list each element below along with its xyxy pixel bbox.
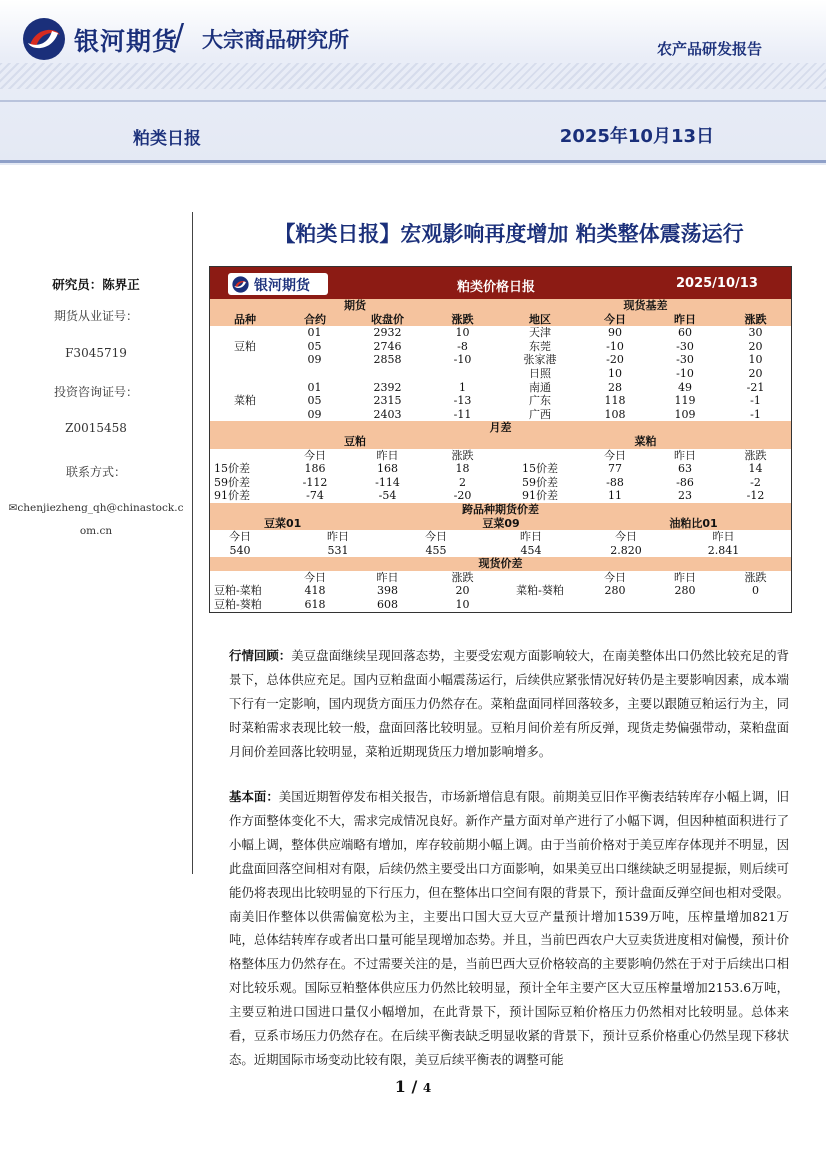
cell: 2315 bbox=[373, 394, 402, 408]
table-row bbox=[210, 462, 791, 476]
section-subheader bbox=[210, 517, 791, 531]
cell bbox=[500, 598, 580, 612]
cell: 涨跌 bbox=[744, 570, 767, 584]
fundamental-section bbox=[229, 785, 789, 1072]
cell: 豆粕 bbox=[234, 339, 256, 353]
cell: 2392 bbox=[373, 380, 402, 394]
cell: -112 bbox=[302, 475, 328, 489]
fundamental-text: 美国近期暂停发布相关报告，市场新增信息有限。前期美豆旧作平衡表结转库存小幅上调，旧作方面整体变化不大，需求完成情况良好。新作产量方面对单产进行了小幅下调，但因种植面积进行了小幅上调，整体供应端略有增加，库存较前期小幅上调。由于当前价格对于美豆库存体现并不明显，因此盘面回落空间相对有限，后续仍然主要受出口方面影响，如果美豆出口继续缺乏明显提振，则后续可能仍将表现出比较明显的下行压力，但在整体出口空间有限的背景下，预计盘面反弹空间也相对受限。南美旧作整体以供需偏宽松为主，主要出口国大豆大豆产量预计增加1539万吨，压榨量增加821万吨，总体结转库存或者出口量可能呈现增加态势。并且，当前巴西农户大豆卖货进度相对偏慢，预计价格整体压力仍然存在。不过需要关注的是，当前巴西大豆价格较高的主要影响仍然在于对于后续出口相对比较乐观。国际豆粕整体供应压力仍然比较明显，预计全年主要产区大豆压榨量增加2153.6万吨，主要豆粕进口国进口量仅小幅增加，在此背景下，预计国际豆粕价格压力仍然相对比较明显。总体来看，豆系市场压力仍然存在。在后续平衡表缺乏明显收紧的背景下，预计豆系价格重心仍然呈现下移状态。近期国际市场变动比较有限，美豆后续平衡表的调整可能 bbox=[229, 789, 790, 1067]
cell bbox=[500, 449, 580, 463]
cell: 01 bbox=[280, 326, 350, 340]
cell bbox=[720, 598, 791, 612]
cell: 今日 bbox=[304, 570, 326, 584]
cell: 广西 bbox=[529, 407, 551, 421]
cell: -54 bbox=[378, 489, 397, 503]
cell bbox=[350, 367, 425, 381]
cell: -86 bbox=[676, 475, 694, 489]
cell: 05 bbox=[280, 340, 350, 354]
cell: 东莞 bbox=[529, 339, 551, 353]
cell bbox=[210, 449, 280, 463]
email-line-1[interactable] bbox=[0, 502, 192, 514]
cell: 1 bbox=[459, 380, 466, 394]
institute-name: 大宗商品研究所 bbox=[202, 28, 349, 52]
researcher: 研究员：陈界正 bbox=[52, 277, 140, 292]
column-header-row bbox=[210, 449, 791, 463]
table-row bbox=[210, 367, 791, 381]
cell: -114 bbox=[375, 475, 400, 489]
cell bbox=[210, 367, 280, 381]
table-row bbox=[210, 598, 791, 612]
cell: 531 bbox=[327, 543, 349, 557]
cell: 昨日 bbox=[520, 530, 542, 544]
cell: 昨日 bbox=[674, 448, 696, 462]
table-row bbox=[210, 584, 791, 598]
cell: 2.841 bbox=[707, 543, 740, 557]
col-header: 地区 bbox=[500, 313, 580, 327]
email-text-1: chenjiezheng_qh@chinastock.c bbox=[17, 502, 184, 514]
cell: 涨跌 bbox=[451, 448, 474, 462]
table-brand: 银河期货 bbox=[254, 278, 310, 294]
cell: 豆粕-葵粕 bbox=[214, 598, 262, 612]
cell: 涨跌 bbox=[451, 570, 474, 584]
header-stripe bbox=[0, 63, 826, 89]
cell: 2858 bbox=[373, 353, 402, 367]
cell: 南通 bbox=[529, 380, 551, 394]
cell: 今日 bbox=[615, 530, 637, 544]
invest-cert-label: 投资咨询证号： bbox=[53, 385, 138, 399]
cell: 今日 bbox=[425, 530, 447, 544]
cell: 168 bbox=[377, 462, 398, 476]
col-header: 收盘价 bbox=[350, 313, 425, 327]
cell: 昨日 bbox=[327, 530, 349, 544]
cell: 91价差 bbox=[522, 489, 558, 503]
cell: -21 bbox=[746, 380, 765, 394]
galaxy-logo-icon bbox=[22, 17, 66, 61]
header-bottom-rule bbox=[0, 160, 826, 163]
table-row bbox=[210, 340, 791, 354]
col-header: 今日 bbox=[580, 313, 650, 327]
table-row bbox=[210, 544, 791, 558]
col-header: 合约 bbox=[280, 313, 350, 327]
table-header-bar bbox=[210, 267, 791, 299]
cell: -74 bbox=[306, 489, 324, 503]
page-number bbox=[0, 1077, 826, 1096]
cell: 90 bbox=[608, 326, 622, 340]
cell: 0 bbox=[752, 584, 759, 598]
cross-label: 跨品种期货价差 bbox=[210, 503, 791, 517]
section-header bbox=[210, 557, 791, 571]
cell: 涨跌 bbox=[744, 448, 767, 462]
cell bbox=[500, 571, 580, 585]
cell: -8 bbox=[457, 339, 468, 353]
cross-group: 豆菜01 bbox=[210, 517, 406, 531]
cell: -12 bbox=[746, 489, 765, 503]
cell: 454 bbox=[520, 543, 542, 557]
cell: 日照 bbox=[529, 366, 551, 380]
cell bbox=[280, 367, 350, 381]
cell: -1 bbox=[750, 407, 761, 421]
cell: 59价差 bbox=[214, 475, 250, 489]
report-date: 2025年10月13日 bbox=[559, 126, 714, 147]
header-divider bbox=[0, 100, 826, 102]
column-header-row bbox=[210, 571, 791, 585]
cell: 2403 bbox=[373, 407, 402, 421]
cell: -2 bbox=[750, 475, 761, 489]
daily-name: 粕类日报 bbox=[133, 129, 201, 149]
table-row bbox=[210, 381, 791, 395]
cell: -1 bbox=[750, 394, 761, 408]
cell: 今日 bbox=[604, 448, 626, 462]
cell: 20 bbox=[455, 584, 470, 598]
spot-basis-label: 现货基差 bbox=[500, 299, 791, 313]
cell: 01 bbox=[280, 381, 350, 395]
cell bbox=[425, 367, 500, 381]
section-header bbox=[210, 299, 791, 313]
cell: -20 bbox=[453, 489, 472, 503]
price-table bbox=[209, 266, 792, 613]
soy-label: 豆粕 bbox=[210, 435, 500, 449]
cell: 23 bbox=[678, 489, 692, 503]
table-row bbox=[210, 326, 791, 340]
cell: 59价差 bbox=[522, 475, 558, 489]
cell: 618 bbox=[304, 598, 326, 612]
table-row bbox=[210, 394, 791, 408]
cell: 608 bbox=[377, 598, 398, 612]
cell: 昨日 bbox=[376, 570, 399, 584]
cell: 昨日 bbox=[376, 448, 399, 462]
cell: 2 bbox=[459, 475, 466, 489]
brand-name: 银河期货 bbox=[74, 27, 179, 56]
cell: 15价差 bbox=[214, 462, 250, 476]
cell: 540 bbox=[229, 543, 251, 557]
cell: -30 bbox=[676, 339, 694, 353]
cross-group: 豆菜09 bbox=[406, 517, 596, 531]
cell: 77 bbox=[608, 462, 622, 476]
cell: 398 bbox=[377, 584, 398, 598]
cell: 118 bbox=[604, 394, 626, 408]
fundamental-label: 基本面： bbox=[229, 789, 279, 804]
col-header: 昨日 bbox=[650, 313, 720, 327]
cell: 09 bbox=[280, 353, 350, 367]
cell: -88 bbox=[606, 475, 624, 489]
rape-label: 菜粕 bbox=[500, 435, 791, 449]
col-header: 品种 bbox=[210, 313, 280, 327]
cell: 63 bbox=[678, 462, 692, 476]
review-label: 行情回顾： bbox=[229, 648, 292, 663]
column-header-row bbox=[210, 313, 791, 327]
cell: 10 bbox=[748, 353, 763, 367]
cell: 10 bbox=[608, 366, 622, 380]
cell: 09 bbox=[280, 408, 350, 422]
page-current: 1 bbox=[394, 1077, 406, 1096]
galaxy-logo-small-icon bbox=[232, 276, 249, 293]
table-row bbox=[210, 408, 791, 422]
report-type: 农产品研发报告 bbox=[656, 40, 762, 58]
cell: 05 bbox=[280, 394, 350, 408]
cell: 60 bbox=[678, 326, 692, 340]
sidebar-divider bbox=[192, 212, 193, 874]
cell: 455 bbox=[425, 543, 447, 557]
cell: 今日 bbox=[304, 448, 326, 462]
cell: -10 bbox=[606, 339, 624, 353]
contact-label: 联系方式： bbox=[65, 465, 126, 479]
spot-spread-label: 现货价差 bbox=[210, 557, 791, 571]
cell: 菜粕 bbox=[234, 394, 256, 408]
section-header bbox=[210, 421, 791, 435]
cell: 119 bbox=[674, 394, 696, 408]
cell: 11 bbox=[608, 489, 622, 503]
table-row bbox=[210, 476, 791, 490]
cell: -13 bbox=[453, 394, 472, 408]
cell bbox=[210, 381, 280, 395]
cell: -20 bbox=[606, 353, 624, 367]
cell: -10 bbox=[676, 366, 694, 380]
cell bbox=[580, 598, 650, 612]
cross-grid bbox=[210, 517, 791, 558]
cell bbox=[210, 326, 280, 340]
column-header-row bbox=[210, 530, 791, 544]
cell: 20 bbox=[748, 366, 763, 380]
cell: 广东 bbox=[529, 394, 551, 408]
review-text: 美豆盘面继续呈现回落态势，主要受宏观方面影响较大，在南美整体出口仍然比较充足的背景下，总体供应充足。国内豆粕盘面小幅震荡运行，后续供应紧张情况好转仍是主要影响因素，成本端下行有一定影响，国内现货方面压力仍然存在。菜粕盘面同样回落较多，主要以跟随豆粕运行为主，同时菜粕需求表现比较一般，盘面回落比较明显。豆粕月间价差有所反弹，现货走势偏强带动，菜粕盘面月间价差回落比较明显，菜粕近期现货压力增加影响增多。 bbox=[229, 648, 790, 759]
table-brand-badge bbox=[228, 273, 328, 295]
cell: 109 bbox=[674, 407, 696, 421]
cell: 天津 bbox=[529, 326, 551, 340]
futures-cert: F3045719 bbox=[65, 346, 127, 360]
cell: 菜粕-葵粕 bbox=[516, 584, 564, 598]
spot-spread-grid bbox=[210, 557, 791, 611]
section-subheader bbox=[210, 435, 791, 449]
cell: 49 bbox=[678, 380, 692, 394]
cell: 30 bbox=[748, 326, 763, 340]
cell: 昨日 bbox=[674, 570, 696, 584]
cell: 20 bbox=[748, 339, 763, 353]
cell: 108 bbox=[604, 407, 626, 421]
cell: 10 bbox=[455, 326, 470, 340]
page-sep: / bbox=[411, 1077, 418, 1096]
cell: 2932 bbox=[373, 326, 402, 340]
invest-cert: Z0015458 bbox=[65, 421, 127, 435]
page-header bbox=[0, 0, 826, 165]
cell: 2746 bbox=[373, 339, 402, 353]
cell bbox=[210, 571, 280, 585]
review-section bbox=[229, 644, 789, 764]
table-row bbox=[210, 489, 791, 503]
cell: 280 bbox=[674, 584, 696, 598]
table-title: 粕类价格日报 bbox=[457, 280, 536, 295]
cell: 18 bbox=[455, 462, 470, 476]
cell: 418 bbox=[304, 584, 326, 598]
cell: -30 bbox=[676, 353, 694, 367]
table-date: 2025/10/13 bbox=[676, 276, 758, 291]
cell bbox=[650, 598, 720, 612]
cell: 昨日 bbox=[712, 530, 735, 544]
cell: 91价差 bbox=[214, 489, 250, 503]
cell: -11 bbox=[453, 407, 472, 421]
cell: 今日 bbox=[604, 570, 626, 584]
col-header: 涨跌 bbox=[425, 313, 500, 327]
monthly-label: 月差 bbox=[210, 421, 791, 435]
cell: 2.820 bbox=[610, 543, 642, 557]
page-total: 4 bbox=[422, 1081, 432, 1095]
cell: 10 bbox=[455, 598, 470, 612]
section-header bbox=[210, 503, 791, 517]
mail-icon: ✉ bbox=[8, 502, 18, 514]
futures-label: 期货 bbox=[210, 299, 500, 313]
cell: 280 bbox=[604, 584, 626, 598]
cell: -10 bbox=[453, 353, 472, 367]
cell: 豆粕-菜粕 bbox=[214, 584, 262, 598]
cell: 15价差 bbox=[522, 462, 558, 476]
cell: 14 bbox=[748, 462, 763, 476]
cell: 186 bbox=[304, 462, 326, 476]
cell: 今日 bbox=[229, 530, 251, 544]
price-grid bbox=[210, 299, 791, 517]
brand-separator: / bbox=[174, 18, 185, 53]
cell: 28 bbox=[608, 380, 622, 394]
cell: 张家港 bbox=[523, 353, 557, 367]
email-line-2[interactable]: om.cn bbox=[79, 525, 113, 537]
report-title: 【粕类日报】宏观影响再度增加 粕类整体震荡运行 bbox=[274, 222, 744, 246]
cell bbox=[210, 408, 280, 422]
cell bbox=[210, 353, 280, 367]
table-row bbox=[210, 353, 791, 367]
futures-cert-label: 期货从业证号： bbox=[53, 309, 138, 323]
col-header: 涨跌 bbox=[720, 313, 791, 327]
cross-group: 油粕比01 bbox=[596, 517, 791, 531]
